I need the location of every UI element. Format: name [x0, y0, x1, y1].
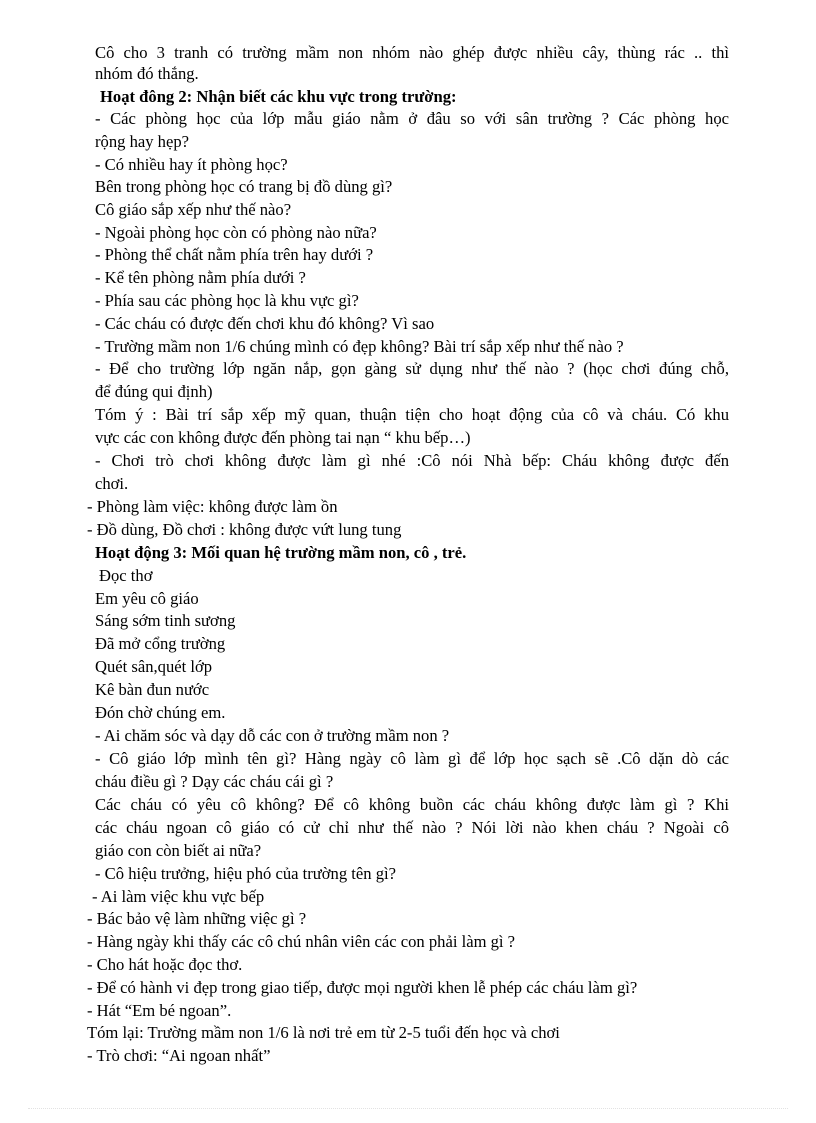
text-line: rộng hay hẹp?	[95, 132, 189, 151]
text-line: - Trường mầm non 1/6 chúng mình có đẹp không? Bài trí sắp xếp như thế nào ?	[95, 337, 624, 356]
text-line: - Hàng ngày khi thấy các cô chú nhân viên các con phải làm gì ?	[87, 932, 516, 951]
text-line: - Các cháu có được đến chơi khu đó không? Vì sao	[95, 314, 435, 333]
text-line: Tóm ý : Bài trí sắp xếp mỹ quan, thuận tiện cho hoạt động của cô và cháu. Có khu	[95, 405, 729, 424]
text-line: Tóm lại: Trường mầm non 1/6 là nơi trẻ em từ 2-5 tuổi đến học và chơi	[87, 1023, 560, 1042]
text-line: - Cô hiệu trưởng, hiệu phó của trường tên gì?	[95, 864, 396, 883]
text-line: - Phía sau các phòng học là khu vực gì?	[95, 291, 359, 310]
text-line: - Đồ dùng, Đồ chơi : không được vứt lung tung	[87, 520, 402, 539]
text-line: - Phòng làm việc: không được làm ồn	[87, 497, 338, 516]
text-line: - Các phòng học của lớp mẫu giáo nằm ở đâu so với sân trường ? Các phòng học	[95, 109, 729, 128]
section-heading: Hoạt đông 2: Nhận biết các khu vực trong trường:	[100, 87, 457, 106]
text-line: Bên trong phòng học có trang bị đồ dùng gì?	[95, 177, 393, 196]
text-line: Các cháu có yêu cô không? Để cô không buồn các cháu không được làm gì ? Khi	[95, 795, 729, 814]
text-line: - Chơi trò chơi không được làm gì nhé :Cô nói Nhà bếp: Cháu không được đến	[95, 451, 729, 470]
text-line: - Kể tên phòng nằm phía dưới ?	[95, 268, 306, 287]
poem-line: Sáng sớm tinh sương	[95, 611, 236, 630]
text-line: cháu điều gì ? Dạy các cháu cái gì ?	[95, 772, 334, 791]
text-line: - Để cho trường lớp ngăn nắp, gọn gàng sử dụng như thế nào ? (học chơi đúng chỗ,	[95, 359, 729, 378]
text-line: - Ai chăm sóc và dạy dỗ các con ở trường mầm non ?	[95, 726, 450, 745]
text-line: vực các con không được đến phòng tai nạn “ khu bếp…)	[95, 428, 471, 447]
text-line: - Trò chơi: “Ai ngoan nhất”	[87, 1046, 271, 1065]
text-line: các cháu ngoan cô giáo có cử chỉ như thế nào ? Nói lời nào khen cháu ? Ngoài cô	[95, 818, 729, 837]
poem-line: Đón chờ chúng em.	[95, 703, 226, 722]
poem-line: Quét sân,quét lớp	[95, 657, 213, 676]
poem-line: Kê bàn đun nước	[95, 680, 210, 699]
text-line: - Cô giáo lớp mình tên gì? Hàng ngày cô làm gì để lớp học sạch sẽ .Cô dặn dò các	[95, 749, 729, 768]
section-heading: Hoạt động 3: Mối quan hệ trường mầm non, cô , trẻ.	[95, 543, 467, 562]
text-line: để đúng qui định)	[95, 382, 213, 401]
text-line: - Có nhiều hay ít phòng học?	[95, 155, 288, 174]
text-line: - Hát “Em bé ngoan”.	[87, 1001, 232, 1020]
text-line: - Để có hành vi đẹp trong giao tiếp, được mọi người khen lễ phép các cháu làm gì?	[87, 978, 638, 997]
poem-line: Em yêu cô giáo	[95, 589, 199, 608]
text-line: chơi.	[95, 474, 129, 493]
text-line: - Ngoài phòng học còn có phòng nào nữa?	[95, 223, 377, 242]
text-line: giáo con còn biết ai nữa?	[95, 841, 262, 860]
text-line: Cô cho 3 tranh có trường mầm non nhóm nào ghép được nhiều cây, thùng rác .. thì	[95, 43, 729, 62]
text-line: Đọc thơ	[99, 566, 153, 585]
text-line: - Ai làm việc khu vực bếp	[92, 887, 265, 906]
text-line: nhóm đó thắng.	[95, 64, 199, 83]
text-line: - Bác bảo vệ làm những việc gì ?	[87, 909, 307, 928]
poem-line: Đã mở cổng trường	[95, 634, 226, 653]
text-line: - Cho hát hoặc đọc thơ.	[87, 955, 243, 974]
text-line: - Phòng thể chất nằm phía trên hay dưới ?	[95, 245, 374, 264]
text-line: Cô giáo sắp xếp như thế nào?	[95, 200, 292, 219]
page-bottom-divider	[28, 1108, 788, 1109]
